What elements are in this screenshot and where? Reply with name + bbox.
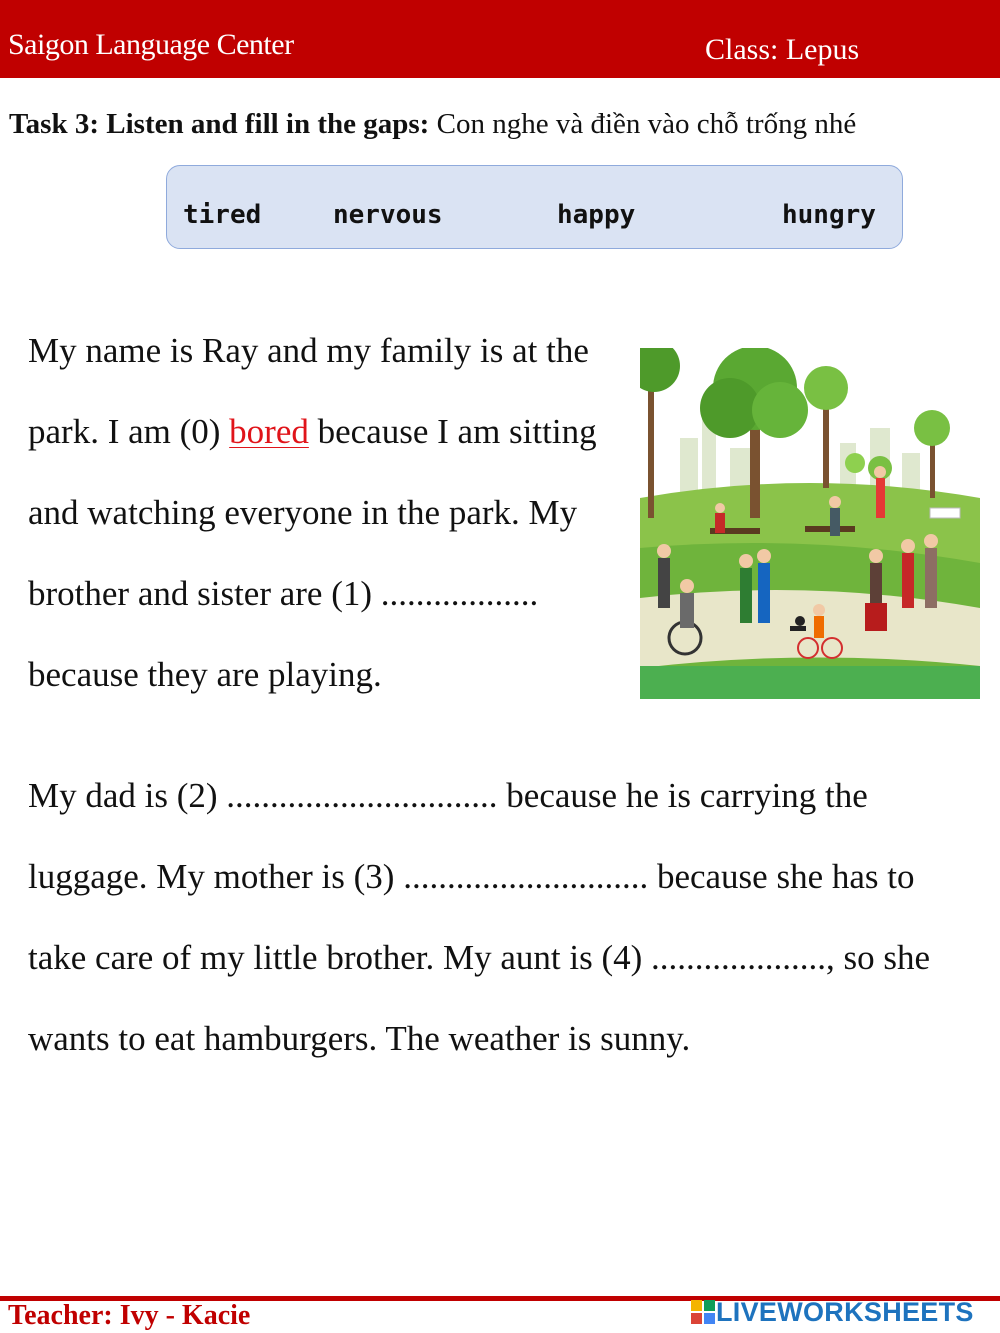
school-name: Saigon Language Center: [8, 28, 294, 61]
task-instruction: [9, 108, 856, 141]
task-title: Task 3: Listen and fill in the gaps:: [9, 108, 430, 140]
liveworksheets-logo-text: LIVEWORKSHEETS: [716, 1296, 974, 1327]
word-bank-item[interactable]: tired: [183, 200, 262, 230]
task-instruction-vi: Con nghe và điền vào chỗ trống nhé: [436, 108, 857, 140]
park-illustration: [640, 348, 980, 699]
passage-paragraph-1: [28, 310, 638, 715]
word-bank-item[interactable]: hungry: [782, 200, 876, 230]
liveworksheets-logo[interactable]: [690, 1297, 974, 1327]
passage-text: because I am sitting and watching everyone in the park. My brother and sister are (1) .................. because they are playing.: [28, 412, 597, 694]
liveworksheets-logo-icon: [690, 1299, 716, 1325]
example-answer: bored: [229, 412, 309, 451]
teacher-credit: Teacher: Ivy - Kacie: [8, 1300, 251, 1331]
class-label: Class: Lepus: [705, 33, 860, 66]
passage-text: My name is Ray and my family is at the park. I am (0): [28, 331, 589, 451]
word-bank-item[interactable]: happy: [557, 200, 636, 230]
word-bank-item[interactable]: nervous: [333, 200, 443, 230]
word-bank: [166, 165, 903, 249]
passage-paragraph-2: My dad is (2) ............................... because he is carrying the luggage. My mother is (3) ............................ because she has to take care of my little brother. My aunt is (4) ...................., so she wants to eat hamburgers. The weather is sunny.: [28, 776, 931, 1058]
